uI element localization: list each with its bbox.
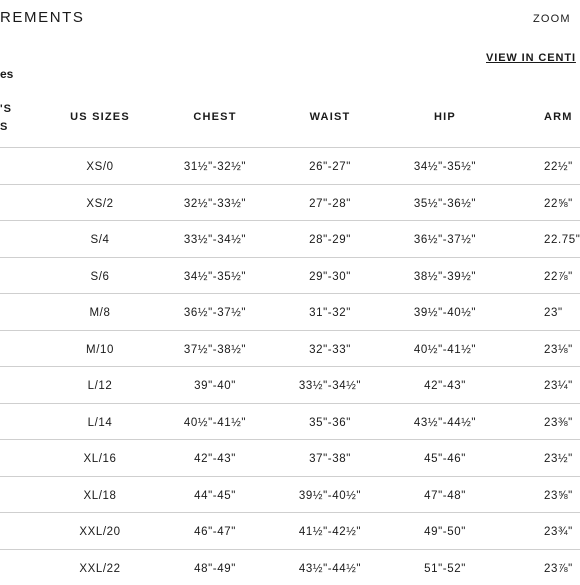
cell-us-size: XXL/20 [79, 526, 120, 538]
cell-waist: 37"-38" [309, 453, 351, 465]
table-row [0, 512, 580, 549]
table-row [0, 403, 580, 440]
table-row [0, 476, 580, 513]
cell-hip: 35½"-36½" [414, 198, 476, 210]
cell-waist: 29"-30" [309, 271, 351, 283]
cell-hip: 45"-46" [424, 453, 466, 465]
table-row [0, 220, 580, 257]
cell-chest: 39"-40" [194, 380, 236, 392]
cell-chest: 32½"-33½" [184, 198, 246, 210]
cell-hip: 34½"-35½" [414, 161, 476, 173]
table-row [0, 330, 580, 367]
page-title: REMENTS [0, 9, 85, 26]
cell-us-size: XL/16 [83, 453, 116, 465]
cell-waist: 43½"-44½" [299, 563, 361, 575]
cell-us-size: XS/0 [86, 161, 113, 173]
cell-waist: 31"-32" [309, 307, 351, 319]
cell-chest: 33½"-34½" [184, 234, 246, 246]
clipped-column-header-line1: 'S [0, 103, 12, 115]
cell-us-size: S/4 [90, 234, 109, 246]
cell-us-size: S/6 [90, 271, 109, 283]
cell-arm: 23¼" [544, 380, 573, 392]
cell-us-size: XXL/22 [79, 563, 120, 575]
cell-arm: 23⅞" [544, 563, 573, 575]
cell-chest: 37½"-38½" [184, 344, 246, 356]
cell-arm: 23⅜" [544, 417, 573, 429]
cell-waist: 33½"-34½" [299, 380, 361, 392]
cell-hip: 36½"-37½" [414, 234, 476, 246]
cell-waist: 28"-29" [309, 234, 351, 246]
table-row [0, 439, 580, 476]
header-chest: CHEST [193, 111, 236, 123]
cell-arm: 23¾" [544, 526, 573, 538]
cell-hip: 47"-48" [424, 490, 466, 502]
cell-arm: 22⅞" [544, 271, 573, 283]
cell-chest: 40½"-41½" [184, 417, 246, 429]
cell-arm: 23" [544, 307, 563, 319]
cell-chest: 44"-45" [194, 490, 236, 502]
cell-chest: 46"-47" [194, 526, 236, 538]
cell-hip: 49"-50" [424, 526, 466, 538]
cell-arm: 22.75" [544, 234, 580, 246]
header-us-sizes: US SIZES [70, 111, 130, 123]
cell-chest: 31½"-32½" [184, 161, 246, 173]
cell-arm: 23½" [544, 453, 573, 465]
cell-hip: 40½"-41½" [414, 344, 476, 356]
table-row [0, 257, 580, 294]
cell-waist: 27"-28" [309, 198, 351, 210]
cell-hip: 39½"-40½" [414, 307, 476, 319]
zoom-button[interactable]: ZOOM [533, 13, 571, 25]
cell-us-size: M/10 [86, 344, 114, 356]
cell-waist: 39½"-40½" [299, 490, 361, 502]
cell-hip: 42"-43" [424, 380, 466, 392]
cell-waist: 26"-27" [309, 161, 351, 173]
header-arm: ARM [544, 111, 573, 123]
table-header-row [0, 111, 580, 127]
cell-us-size: L/14 [88, 417, 113, 429]
cell-us-size: M/8 [90, 307, 111, 319]
cell-chest: 34½"-35½" [184, 271, 246, 283]
cell-us-size: L/12 [88, 380, 113, 392]
cell-arm: 22½" [544, 161, 573, 173]
view-in-centimeters-link[interactable]: VIEW IN CENTI [486, 52, 576, 64]
cell-hip: 43½"-44½" [414, 417, 476, 429]
cell-chest: 42"-43" [194, 453, 236, 465]
clipped-column-header-line2: S [0, 121, 8, 133]
header-hip: HIP [434, 111, 456, 123]
cell-us-size: XS/2 [86, 198, 113, 210]
cell-chest: 48"-49" [194, 563, 236, 575]
cell-arm: 23⅝" [544, 490, 573, 502]
cell-waist: 35"-36" [309, 417, 351, 429]
table-row [0, 366, 580, 403]
cell-arm: 22⅝" [544, 198, 573, 210]
table-row [0, 147, 580, 184]
cell-waist: 41½"-42½" [299, 526, 361, 538]
cell-chest: 36½"-37½" [184, 307, 246, 319]
header-waist: WAIST [310, 111, 351, 123]
section-subheading: es [0, 67, 13, 81]
table-row [0, 184, 580, 221]
table-row [0, 293, 580, 330]
cell-hip: 51"-52" [424, 563, 466, 575]
cell-us-size: XL/18 [83, 490, 116, 502]
cell-waist: 32"-33" [309, 344, 351, 356]
cell-hip: 38½"-39½" [414, 271, 476, 283]
size-table-body [0, 147, 580, 585]
cell-arm: 23⅛" [544, 344, 573, 356]
